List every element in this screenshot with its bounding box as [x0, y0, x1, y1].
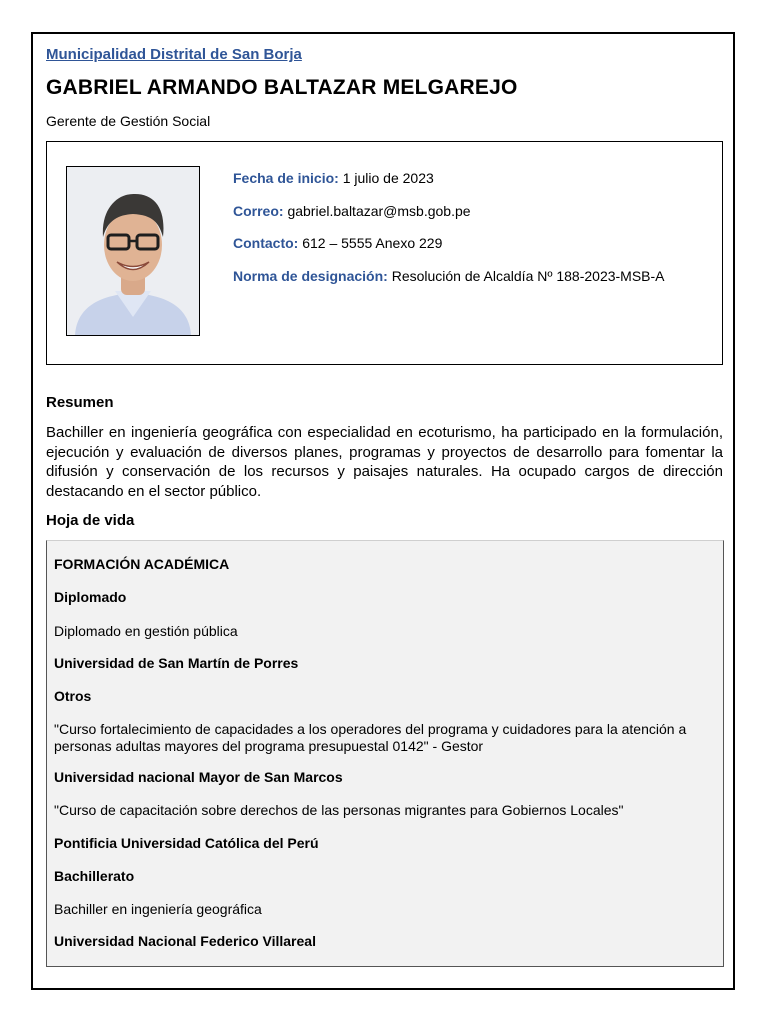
- person-name: GABRIEL ARMANDO BALTAZAR MELGAREJO: [46, 76, 518, 99]
- cv-detail: Diplomado en gestión pública: [54, 623, 238, 639]
- info-designation: Norma de designación: Resolución de Alcaldía Nº 188-2023-MSB-A: [233, 267, 665, 284]
- person-photo-icon: [67, 167, 199, 335]
- cv-section-heading: FORMACIÓN ACADÉMICA: [54, 556, 230, 572]
- cv-detail: "Curso de capacitación sobre derechos de las personas migrantes para Gobiernos Locales": [54, 802, 624, 818]
- info-email: Correo: gabriel.baltazar@msb.gob.pe: [233, 202, 471, 219]
- cv-box: [46, 540, 724, 967]
- cv-detail: "Curso fortalecimiento de capacidades a los operadores del programa y cuidadores para la atención a personas adultas mayores del programa presupuestal 0142" - Gestor: [54, 721, 687, 754]
- cv-detail: Bachiller en ingeniería geográfica: [54, 901, 262, 917]
- cv-degree: Bachillerato: [54, 868, 135, 884]
- cv-institution: Universidad nacional Mayor de San Marcos: [54, 769, 343, 785]
- cv-institution: Pontificia Universidad Católica del Perú: [54, 835, 319, 851]
- cv-institution: Universidad Nacional Federico Villareal: [54, 933, 316, 949]
- summary-text: Bachiller en ingeniería geográfica con especialidad en ecoturismo, ha participado en la formulación, ejecución y evaluación de diversos planes, programas y proyectos de desarrollo para fomentar la difusión y conservación de los recursos y paisajes naturales. Ha ocupado cargos de dirección destacando en el sector público.: [46, 424, 723, 500]
- profile-box: [46, 141, 723, 365]
- person-photo: [66, 166, 200, 336]
- info-start-date: Fecha de inicio: 1 julio de 2023: [233, 170, 434, 186]
- summary-title: Resumen: [46, 394, 114, 411]
- cv-degree: Otros: [54, 688, 92, 704]
- organization-link[interactable]: Municipalidad Distrital de San Borja: [46, 46, 302, 63]
- cv-title: Hoja de vida: [46, 512, 135, 529]
- cv-institution: Universidad de San Martín de Porres: [54, 655, 299, 671]
- person-role: Gerente de Gestión Social: [46, 113, 211, 129]
- profile-card: [31, 32, 735, 990]
- profile-info: [233, 170, 665, 300]
- cv-degree: Diplomado: [54, 589, 127, 605]
- info-contact: Contacto: 612 – 5555 Anexo 229: [233, 235, 443, 251]
